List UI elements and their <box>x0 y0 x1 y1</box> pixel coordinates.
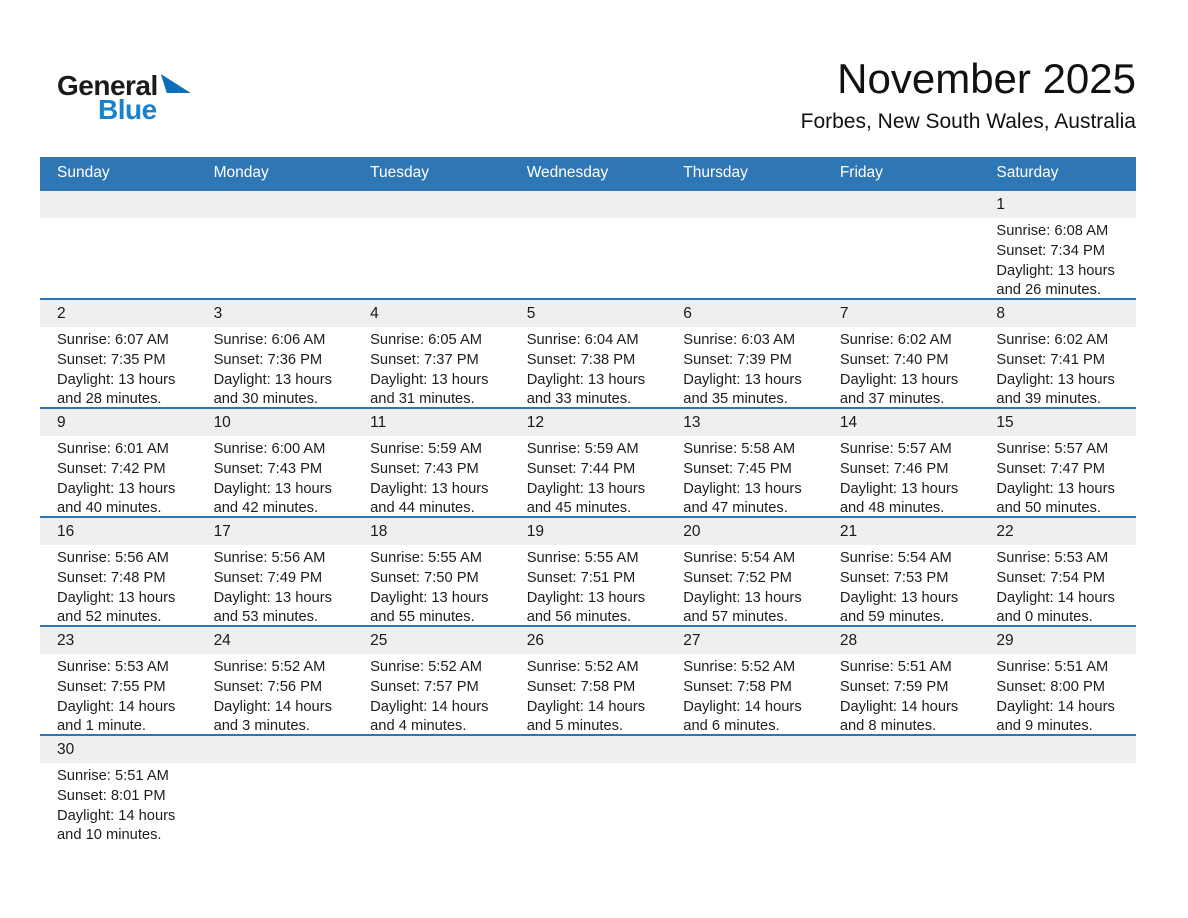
weekday-thursday: Thursday <box>683 164 748 181</box>
day-number <box>510 191 667 218</box>
sunset-line: Sunset: 7:55 PM <box>57 678 166 695</box>
daylight-line: Daylight: 13 hours and 56 minutes. <box>526 589 646 626</box>
day-number <box>353 191 510 218</box>
sunset-line: Sunset: 7:58 PM <box>526 678 636 695</box>
sunrise-line: Sunrise: 5:51 AM <box>839 659 952 675</box>
day-cell <box>823 545 980 628</box>
day-number: 20 <box>683 523 701 540</box>
day-info-strip <box>40 654 1136 734</box>
day-cell <box>40 436 197 519</box>
day-number-strip <box>40 191 1136 218</box>
sunrise-line: Sunrise: 5:54 AM <box>683 550 796 566</box>
daylight-line: Daylight: 13 hours and 59 minutes. <box>839 589 959 626</box>
week-row <box>40 625 1136 734</box>
sunset-line: Sunset: 7:54 PM <box>996 569 1106 586</box>
sunset-line: Sunset: 7:43 PM <box>370 460 479 477</box>
logo-word-blue: Blue <box>98 94 157 125</box>
daylight-line: Daylight: 13 hours and 47 minutes. <box>683 480 802 517</box>
sunset-line: Sunset: 7:40 PM <box>839 351 949 368</box>
sunrise-line: Sunrise: 5:53 AM <box>996 550 1109 566</box>
day-cell <box>197 763 354 846</box>
week-row <box>40 734 1136 843</box>
day-number: 27 <box>683 632 701 649</box>
day-cell <box>353 436 510 519</box>
logo-triangle-icon <box>161 74 191 93</box>
day-number: 13 <box>683 414 701 431</box>
sunrise-line: Sunrise: 6:02 AM <box>839 332 952 348</box>
day-number-strip <box>40 627 1136 654</box>
sunrise-line: Sunrise: 5:59 AM <box>526 441 639 457</box>
daylight-line: Daylight: 13 hours and 26 minutes. <box>996 262 1115 299</box>
day-cell <box>40 327 197 410</box>
day-cell <box>979 545 1136 628</box>
sunrise-line: Sunrise: 6:02 AM <box>996 332 1109 348</box>
sunrise-line: Sunrise: 5:52 AM <box>683 659 796 675</box>
sunrise-line: Sunrise: 5:55 AM <box>526 550 639 566</box>
day-cell <box>979 327 1136 410</box>
day-cell <box>40 763 197 846</box>
day-cell <box>197 436 354 519</box>
day-info-strip <box>40 327 1136 407</box>
daylight-line: Daylight: 13 hours and 35 minutes. <box>683 371 802 408</box>
day-cell <box>40 218 197 301</box>
sunrise-line: Sunrise: 5:52 AM <box>213 659 326 675</box>
day-number: 9 <box>57 414 66 431</box>
sunrise-line: Sunrise: 5:56 AM <box>57 550 169 566</box>
day-number-strip <box>40 518 1136 545</box>
daylight-line: Daylight: 13 hours and 28 minutes. <box>57 371 176 408</box>
sunset-line: Sunset: 7:56 PM <box>213 678 323 695</box>
daylight-line: Daylight: 14 hours and 0 minutes. <box>996 589 1115 626</box>
day-number: 5 <box>526 305 536 322</box>
day-number: 29 <box>996 632 1014 649</box>
day-cell <box>666 763 823 846</box>
day-number <box>197 191 354 218</box>
sunset-line: Sunset: 7:50 PM <box>370 569 479 586</box>
week-row <box>40 298 1136 407</box>
day-number: 24 <box>213 632 231 649</box>
sunrise-line: Sunrise: 5:54 AM <box>839 550 952 566</box>
sunset-line: Sunset: 7:59 PM <box>839 678 949 695</box>
day-number <box>979 736 1136 763</box>
page-subtitle: Forbes, New South Wales, Australia <box>800 110 1136 134</box>
daylight-line: Daylight: 13 hours and 30 minutes. <box>213 371 332 408</box>
day-number: 2 <box>57 305 66 322</box>
sunset-line: Sunset: 7:34 PM <box>996 242 1106 259</box>
day-cell <box>510 763 667 846</box>
daylight-line: Daylight: 13 hours and 33 minutes. <box>526 371 646 408</box>
week-row <box>40 189 1136 298</box>
general-blue-logo <box>57 72 191 124</box>
day-number <box>666 191 823 218</box>
daylight-line: Daylight: 13 hours and 55 minutes. <box>370 589 489 626</box>
weekday-friday: Friday <box>839 164 883 181</box>
sunrise-line: Sunrise: 6:07 AM <box>57 332 169 348</box>
daylight-line: Daylight: 13 hours and 45 minutes. <box>526 480 646 517</box>
week-row <box>40 407 1136 516</box>
day-info-strip <box>40 436 1136 516</box>
week-row <box>40 516 1136 625</box>
day-info-strip <box>40 545 1136 625</box>
day-number: 10 <box>213 414 231 431</box>
daylight-line: Daylight: 13 hours and 40 minutes. <box>57 480 176 517</box>
sunrise-line: Sunrise: 5:52 AM <box>526 659 639 675</box>
day-cell <box>40 545 197 628</box>
day-cell <box>666 218 823 301</box>
weekday-sunday: Sunday <box>57 164 110 181</box>
weekday-wednesday: Wednesday <box>526 164 609 181</box>
day-cell <box>510 327 667 410</box>
daylight-line: Daylight: 13 hours and 39 minutes. <box>996 371 1115 408</box>
day-cell <box>666 654 823 737</box>
daylight-line: Daylight: 14 hours and 1 minute. <box>57 698 176 735</box>
sunrise-line: Sunrise: 5:51 AM <box>57 768 169 784</box>
day-cell <box>353 545 510 628</box>
sunset-line: Sunset: 7:58 PM <box>683 678 792 695</box>
daylight-line: Daylight: 14 hours and 5 minutes. <box>526 698 646 735</box>
sunset-line: Sunset: 8:01 PM <box>57 787 166 804</box>
day-number <box>197 736 354 763</box>
sunset-line: Sunset: 7:53 PM <box>839 569 949 586</box>
day-cell <box>197 545 354 628</box>
sunrise-line: Sunrise: 5:55 AM <box>370 550 482 566</box>
sunset-line: Sunset: 7:35 PM <box>57 351 166 368</box>
calendar <box>40 157 1136 843</box>
day-number: 18 <box>370 523 388 540</box>
sunrise-line: Sunrise: 6:05 AM <box>370 332 482 348</box>
daylight-line: Daylight: 14 hours and 10 minutes. <box>57 807 176 844</box>
sunset-line: Sunset: 7:42 PM <box>57 460 166 477</box>
day-number: 19 <box>526 523 544 540</box>
sunset-line: Sunset: 7:46 PM <box>839 460 949 477</box>
logo-word-general: General <box>57 70 158 101</box>
day-info-strip <box>40 218 1136 298</box>
day-number: 30 <box>57 741 75 758</box>
day-cell <box>353 763 510 846</box>
day-number: 26 <box>526 632 544 649</box>
sunrise-line: Sunrise: 5:51 AM <box>996 659 1109 675</box>
sunrise-line: Sunrise: 5:58 AM <box>683 441 796 457</box>
day-number: 22 <box>996 523 1014 540</box>
sunrise-line: Sunrise: 6:04 AM <box>526 332 639 348</box>
day-number: 25 <box>370 632 388 649</box>
daylight-line: Daylight: 14 hours and 6 minutes. <box>683 698 802 735</box>
sunset-line: Sunset: 7:44 PM <box>526 460 636 477</box>
sunrise-line: Sunrise: 5:56 AM <box>213 550 326 566</box>
weekday-monday: Monday <box>213 164 269 181</box>
sunrise-line: Sunrise: 6:03 AM <box>683 332 796 348</box>
day-cell <box>979 436 1136 519</box>
sunset-line: Sunset: 7:45 PM <box>683 460 792 477</box>
day-cell <box>197 218 354 301</box>
sunrise-line: Sunrise: 5:53 AM <box>57 659 169 675</box>
sunrise-line: Sunrise: 6:06 AM <box>213 332 326 348</box>
day-cell <box>197 327 354 410</box>
day-cell <box>823 218 980 301</box>
day-number <box>40 191 197 218</box>
sunrise-line: Sunrise: 5:57 AM <box>996 441 1109 457</box>
sunrise-line: Sunrise: 6:08 AM <box>996 223 1109 239</box>
day-cell <box>510 218 667 301</box>
day-number: 3 <box>213 305 223 322</box>
day-number: 15 <box>996 414 1014 431</box>
day-cell <box>979 763 1136 846</box>
daylight-line: Daylight: 14 hours and 4 minutes. <box>370 698 489 735</box>
day-cell <box>197 654 354 737</box>
sunset-line: Sunset: 7:38 PM <box>526 351 636 368</box>
day-cell <box>666 436 823 519</box>
day-cell <box>979 218 1136 301</box>
sunset-line: Sunset: 7:37 PM <box>370 351 479 368</box>
weekday-header-row <box>40 157 1136 189</box>
titles-block <box>801 56 1136 134</box>
day-number: 8 <box>996 305 1006 322</box>
day-info-strip <box>40 763 1136 843</box>
sunset-line: Sunset: 7:47 PM <box>996 460 1106 477</box>
page-title: November 2025 <box>837 55 1136 102</box>
weekday-saturday: Saturday <box>996 164 1059 181</box>
day-cell <box>823 436 980 519</box>
daylight-line: Daylight: 14 hours and 9 minutes. <box>996 698 1115 735</box>
sunrise-line: Sunrise: 6:00 AM <box>213 441 326 457</box>
sunset-line: Sunset: 7:36 PM <box>213 351 323 368</box>
day-cell <box>979 654 1136 737</box>
day-cell <box>40 654 197 737</box>
day-cell <box>510 436 667 519</box>
sunrise-line: Sunrise: 5:57 AM <box>839 441 952 457</box>
sunrise-line: Sunrise: 5:59 AM <box>370 441 482 457</box>
sunset-line: Sunset: 7:49 PM <box>213 569 323 586</box>
sunset-line: Sunset: 8:00 PM <box>996 678 1106 695</box>
day-number <box>666 736 823 763</box>
day-number: 28 <box>839 632 858 649</box>
daylight-line: Daylight: 13 hours and 42 minutes. <box>213 480 332 517</box>
day-cell <box>823 763 980 846</box>
day-number: 17 <box>213 523 231 540</box>
day-cell <box>510 545 667 628</box>
daylight-line: Daylight: 13 hours and 52 minutes. <box>57 589 176 626</box>
sunset-line: Sunset: 7:57 PM <box>370 678 479 695</box>
day-number: 6 <box>683 305 692 322</box>
day-cell <box>823 654 980 737</box>
sunset-line: Sunset: 7:51 PM <box>526 569 636 586</box>
day-number: 21 <box>839 523 858 540</box>
day-cell <box>823 327 980 410</box>
daylight-line: Daylight: 13 hours and 57 minutes. <box>683 589 802 626</box>
day-cell <box>353 654 510 737</box>
sunrise-line: Sunrise: 6:01 AM <box>57 441 169 457</box>
day-number: 4 <box>370 305 379 322</box>
daylight-line: Daylight: 13 hours and 37 minutes. <box>839 371 959 408</box>
sunset-line: Sunset: 7:39 PM <box>683 351 792 368</box>
daylight-line: Daylight: 13 hours and 44 minutes. <box>370 480 489 517</box>
day-number: 7 <box>839 305 849 322</box>
day-number-strip <box>40 300 1136 327</box>
weekday-tuesday: Tuesday <box>370 164 430 181</box>
daylight-line: Daylight: 13 hours and 31 minutes. <box>370 371 489 408</box>
daylight-line: Daylight: 13 hours and 48 minutes. <box>839 480 959 517</box>
day-cell <box>353 218 510 301</box>
sunset-line: Sunset: 7:43 PM <box>213 460 323 477</box>
day-number <box>353 736 510 763</box>
day-number: 11 <box>370 414 387 431</box>
day-number: 14 <box>839 414 858 431</box>
day-number: 16 <box>57 523 75 540</box>
daylight-line: Daylight: 14 hours and 3 minutes. <box>213 698 332 735</box>
day-number <box>510 736 667 763</box>
day-cell <box>353 327 510 410</box>
day-cell <box>666 327 823 410</box>
sunrise-line: Sunrise: 5:52 AM <box>370 659 482 675</box>
daylight-line: Daylight: 13 hours and 50 minutes. <box>996 480 1115 517</box>
day-number <box>823 736 980 763</box>
day-number: 1 <box>996 196 1006 213</box>
day-number-strip <box>40 409 1136 436</box>
daylight-line: Daylight: 13 hours and 53 minutes. <box>213 589 332 626</box>
sunset-line: Sunset: 7:41 PM <box>996 351 1106 368</box>
day-number: 23 <box>57 632 75 649</box>
sunset-line: Sunset: 7:48 PM <box>57 569 166 586</box>
daylight-line: Daylight: 14 hours and 8 minutes. <box>839 698 959 735</box>
day-cell <box>510 654 667 737</box>
day-number-strip <box>40 736 1136 763</box>
calendar-weeks <box>40 189 1136 843</box>
day-cell <box>666 545 823 628</box>
day-number: 12 <box>526 414 544 431</box>
sunset-line: Sunset: 7:52 PM <box>683 569 792 586</box>
day-number <box>823 191 980 218</box>
